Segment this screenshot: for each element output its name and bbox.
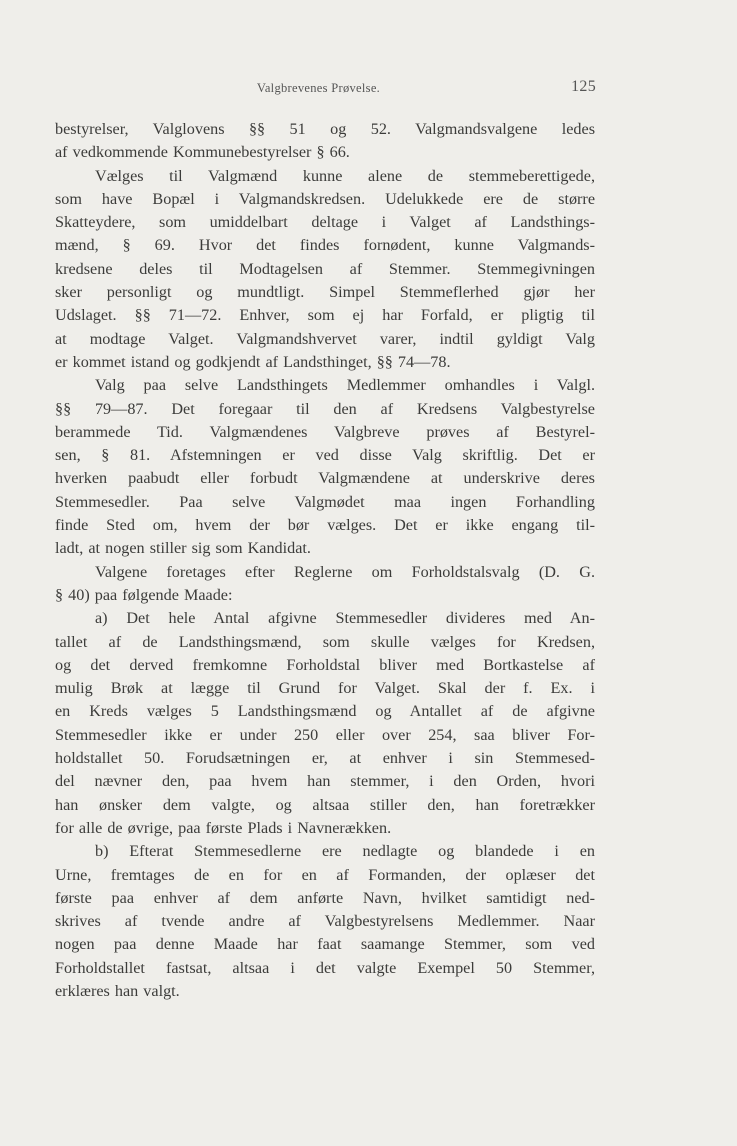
text-line: ladt, at nogen stiller sig som Kandidat.	[55, 539, 311, 558]
text-line: mænd, § 69. Hvor det findes fornødent, kunne Valgmands-	[55, 236, 595, 255]
text-line: sker personligt og mundtligt. Simpel Stemmeflerhed gjør her	[55, 283, 595, 302]
text-line: en Kreds vælges 5 Landsthingsmænd og Antallet af de afgivne	[55, 702, 595, 721]
text-line: for alle de øvrige, paa første Plads i Navnerækken.	[55, 818, 392, 837]
text-line: Valgene foretages efter Reglerne om Forholdstalsvalg (D. G.	[95, 562, 595, 581]
text-line: af vedkommende Kommunebestyrelser § 66.	[55, 143, 350, 162]
page-number: 125	[571, 78, 596, 95]
text-line: hverken paabudt eller forbudt Valgmændene at underskrive deres	[55, 469, 595, 488]
text-line: bestyrelser, Valglovens §§ 51 og 52. Valgmandsvalgene ledes	[55, 120, 595, 138]
page-body	[55, 118, 595, 1003]
text-line: skrives af tvende andre af Valgbestyrelsens Medlemmer. Naar	[55, 912, 595, 931]
running-head: Valgbrevenes Prøvelse.	[256, 81, 381, 95]
text-line: del nævner den, paa hvem han stemmer, i den Orden, hvori	[55, 772, 595, 791]
text-line: berammede Tid. Valgmændenes Valgbreve prøves af Bestyrel-	[55, 422, 595, 441]
text-line: b) Efterat Stemmesedlerne ere nedlagte og blandede i en	[95, 842, 595, 861]
text-line: Urne, fremtages de en for en af Formanden, der oplæser det	[55, 865, 595, 884]
text-line: sen, § 81. Afstemningen er ved disse Valg skriftlig. Det er	[55, 446, 595, 465]
text-line: erklæres han valgt.	[55, 981, 180, 1000]
text-line: er kommet istand og godkjendt af Landsthinget, §§ 74—78.	[55, 352, 451, 371]
text-line: og det derved fremkomne Forholdstal bliver med Bortkastelse af	[55, 655, 595, 674]
text-line: Skatteydere, som umiddelbart deltage i Valget af Landsthings-	[55, 213, 595, 232]
text-line: holdstallet 50. Forudsætningen er, at enhver i sin Stemmesed-	[55, 749, 595, 768]
text-line: finde Sted om, hvem der bør vælges. Det er ikke engang til-	[55, 516, 595, 535]
text-line: §§ 79—87. Det foregaar til den af Kredsens Valgbestyrelse	[55, 399, 595, 418]
text-line: a) Det hele Antal afgivne Stemmesedler divideres med An-	[95, 609, 595, 628]
text-line: mulig Brøk at lægge til Grund for Valget. Skal der f. Ex. i	[55, 679, 595, 698]
text-line: tallet af de Landsthingsmænd, som skulle vælges for Kredsen,	[55, 632, 595, 651]
text-line: Vælges til Valgmænd kunne alene de stemmeberettigede,	[95, 166, 595, 185]
text-line: Udslaget. §§ 71—72. Enhver, som ej har Forfald, er pligtig til	[55, 306, 595, 325]
text-line: § 40) paa følgende Maade:	[55, 585, 233, 604]
text-line: Valg paa selve Landsthingets Medlemmer omhandles i Valgl.	[95, 376, 595, 395]
text-line: han ønsker dem valgte, og altsaa stiller den, han foretrækker	[55, 795, 595, 814]
text-line: kredsene deles til Modtagelsen af Stemmer. Stemmegivningen	[55, 259, 595, 278]
text-line: Forholdstallet fastsat, altsaa i det valgte Exempel 50 Stemmer,	[55, 958, 595, 977]
text-line: første paa enhver af dem anførte Navn, hvilket samtidigt ned-	[55, 888, 595, 907]
text-line: at modtage Valget. Valgmandshvervet varer, indtil gyldigt Valg	[55, 329, 595, 348]
text-line: Stemmesedler ikke er under 250 eller over 254, saa bliver For-	[55, 725, 595, 744]
text-line: Stemmesedler. Paa selve Valgmødet maa ingen Forhandling	[55, 492, 595, 511]
text-line: nogen paa denne Maade har faat saamange Stemmer, som ved	[55, 935, 595, 954]
text-line: som have Bopæl i Valgmandskredsen. Udelukkede ere de større	[55, 189, 595, 208]
